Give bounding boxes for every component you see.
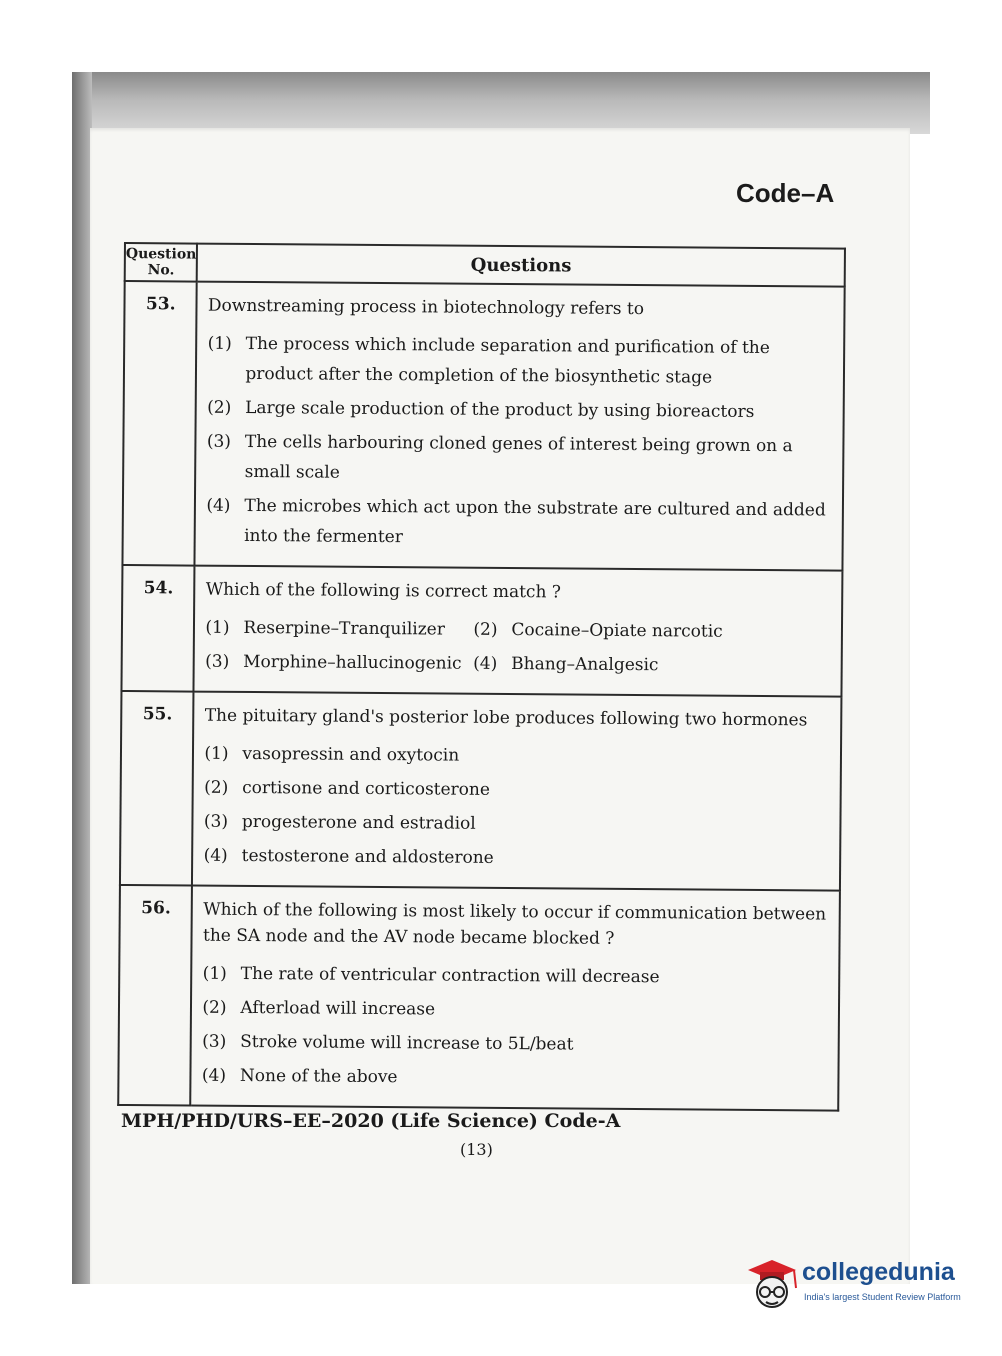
question-number: 53. (122, 281, 197, 566)
option-4: (4) None of the above (201, 1065, 398, 1088)
questions-table (117, 242, 846, 1112)
option-1: (1) The rate of ventricular contraction will decrease (202, 963, 660, 988)
question-body (194, 566, 843, 697)
option-3: (3) progesterone and estradiol (203, 811, 476, 834)
option-3: (3) Morphine–hallucinogenic (205, 651, 462, 674)
option-3: (3) Stroke volume will increase to 5L/beat (202, 1031, 574, 1055)
question-body (192, 692, 841, 891)
question-body (195, 282, 845, 571)
scan-left-shadow (72, 72, 92, 1284)
option-2: (2) Large scale production of the product by using bioreactors (207, 397, 755, 422)
option-pair (205, 647, 835, 682)
brand-tagline: India's largest Student Review Platform (804, 1292, 961, 1302)
page-number: (13) (460, 1140, 493, 1159)
option-2: (2) Afterload will increase (202, 997, 436, 1020)
exam-title-footer: MPH/PHD/URS–EE–2020 (Life Science) Code-A (121, 1110, 621, 1132)
option-4: (4) testosterone and aldosterone (203, 845, 494, 868)
question-stem: The pituitary gland's posterior lobe produces following two hormones (204, 705, 808, 731)
question-body (191, 886, 840, 1111)
option-1: (1) The process which include separation and purification of the product after the completion of the biosynthetic stage (207, 333, 770, 388)
brand-name: collegedunia (802, 1258, 955, 1286)
question-row-53 (122, 281, 844, 571)
option-2: (2) Cocaine–Opiate narcotic (473, 619, 723, 642)
option-1: (1) vasopressin and oxytocin (204, 743, 460, 766)
question-row-55 (120, 691, 842, 891)
question-row-54 (121, 565, 842, 697)
question-stem: Downstreaming process in biotechnology refers to (207, 295, 645, 320)
question-number: 54. (121, 565, 194, 692)
option-4: (4) The microbes which act upon the substrate are cultured and added into the fermenter (206, 495, 826, 548)
option-3: (3) The cells harbouring cloned genes of interest being grown on a small scale (206, 431, 793, 483)
option-2: (2) cortisone and corticosterone (204, 777, 491, 800)
question-number: 56. (118, 885, 192, 1106)
option-pair (205, 613, 835, 648)
question-stem: Which of the following is correct match ? (205, 579, 562, 603)
questions-header: Questions (197, 244, 845, 287)
table-header-row (125, 243, 845, 287)
question-number-header: Question No. (125, 243, 198, 282)
question-row-56 (118, 885, 840, 1111)
question-stem: Which of the following is most likely to occur if communication between the SA node and the AV node became blocked ? (202, 899, 827, 949)
collegedunia-logo-icon (742, 1254, 800, 1312)
scan-top-shadow (72, 72, 930, 134)
question-number: 55. (120, 691, 194, 886)
code-label: Code–A (736, 178, 835, 208)
option-1: (1) Reserpine–Tranquilizer (205, 617, 445, 640)
option-4: (4) Bhang–Analgesic (473, 653, 659, 676)
collegedunia-watermark (742, 1252, 972, 1314)
